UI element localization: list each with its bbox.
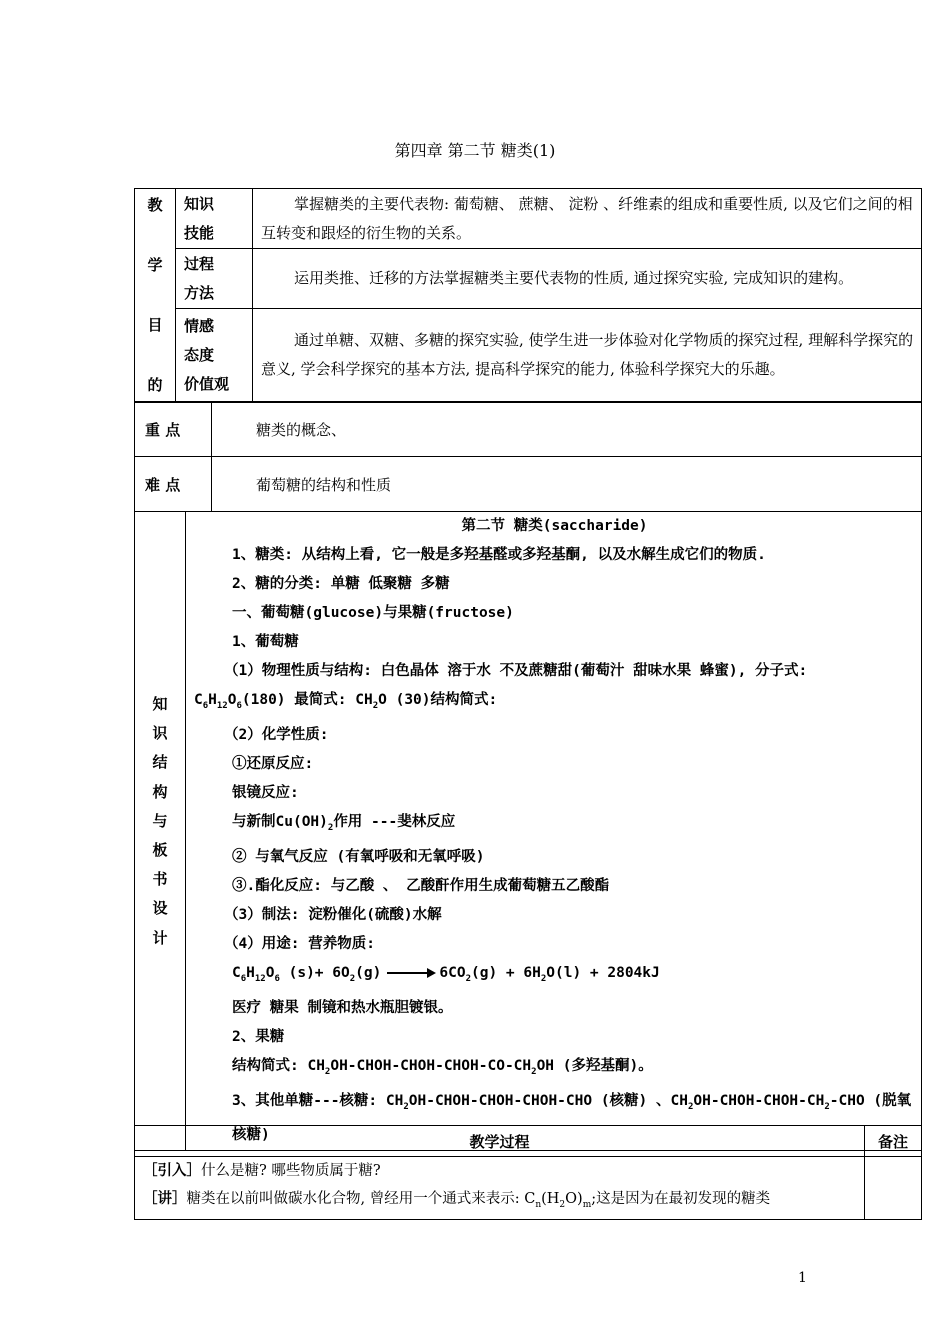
objectives-table — [134, 188, 922, 402]
process-paragraph: ［引入］什么是糖? 哪些物质属于糖? — [143, 1162, 381, 1179]
board-line: 与新制$Cu(OH)_2$作用 ---斐林反应 — [232, 813, 456, 833]
board-line: 1、糖类: 从结构上看, 它一般是多羟基醛或多羟基酮, 以及水解生成它们的物质. — [232, 547, 766, 563]
side-char: 学 — [147, 256, 163, 274]
difficulty-text: 葡萄糖的结构和性质 — [212, 457, 922, 512]
side-char: 的 — [147, 376, 163, 394]
difficulty-label: 难 点 — [135, 457, 212, 512]
objectives-side-label — [135, 189, 176, 402]
objective-label-attitude: 情感 态度 价值观 — [176, 309, 253, 402]
board-line: （2）化学性质: — [224, 726, 329, 743]
board-formula-line: $C_6H_{12}O_6(180)$ 最简式: $CH_2O$ (30)结构简式: — [194, 692, 498, 711]
process-body — [135, 1157, 865, 1220]
board-line: （4）用途: 营养物质: — [224, 935, 375, 952]
board-equation: $C_6H_{12}O_6$ $(s)+ 6O_2(g) 6CO_2(g) + 6H_2O(l) + 2804kJ$ — [232, 964, 660, 984]
board-line: 2、糖的分类: 单糖 低聚糖 多糖 — [232, 576, 450, 592]
board-line: 结构简式: $CH_2OH-CHOH-CHOH-CHOH-CO-CH_2OH$ (多羟基酮)。 — [232, 1057, 653, 1077]
objective-label-knowledge: 知识 技能 — [176, 189, 253, 249]
objective-text-attitude: 通过单糖、双糖、多糖的探究实验, 使学生进一步体验对化学物质的探究过程, 理解科学探究的意义, 学会科学探究的基本方法, 提高科学探究的能力, 体验科学探究大的乐趣。 — [253, 309, 922, 402]
process-header: 教学过程 — [135, 1126, 865, 1157]
objective-text-knowledge: 掌握糖类的主要代表物: 葡萄糖、 蔗糖、 淀粉 、纤维素的组成和重要性质, 以及它们之间的相互转变和跟烃的衍生物的关系。 — [253, 189, 922, 249]
document-title: 第四章 第二节 糖类(1) — [394, 141, 556, 160]
key-point-label: 重 点 — [135, 403, 212, 457]
board-line: ② 与氧气反应 (有氧呼吸和无氧呼吸) — [232, 848, 485, 865]
board-line: 银镜反应: — [232, 784, 299, 801]
board-design-table — [134, 511, 922, 1151]
page-number: 1 — [798, 1270, 807, 1286]
key-point-text: 糖类的概念、 — [212, 403, 922, 457]
key-points-table — [134, 402, 922, 512]
board-line: 3、其他单糖---核糖: $CH_2OH-CHOH-CHOH-CHOH$-CHO (核糖) 、$CH_2OH-CHOH-CHOH-CH_2$-CHO (脱氧核糖) — [232, 1092, 912, 1144]
objective-label-process: 过程 方法 — [176, 249, 253, 309]
reaction-arrow-icon — [387, 972, 433, 974]
side-char: 教 — [147, 196, 163, 214]
board-line: 医疗 糖果 制镜和热水瓶胆镀银。 — [232, 999, 453, 1016]
board-line: 2、果糖 — [232, 1028, 285, 1045]
objective-text-process: 运用类推、迁移的方法掌握糖类主要代表物的性质, 通过探究实验, 完成知识的建构。 — [253, 249, 922, 309]
board-content — [186, 512, 922, 1151]
process-paragraph: ［讲］糖类在以前叫做碳水化合物, 曾经用一个通式来表示: $C_n(H_2O)_m$;这是因为在最初发现的糖类 — [143, 1190, 771, 1210]
side-char: 目 — [147, 316, 163, 334]
teaching-process-table — [134, 1125, 922, 1220]
board-line: （1）物理性质与结构: 白色晶体 溶于水 不及蔗糖甜(葡萄汁 甜味水果 蜂蜜), 分子式: — [224, 663, 808, 679]
remark-cell — [865, 1157, 922, 1220]
board-side-label: 知 识 结 构 与 板 书 设 计 — [135, 512, 186, 1151]
board-heading: 第二节 糖类(saccharide) — [461, 518, 648, 534]
remark-header: 备注 — [865, 1126, 922, 1157]
board-line: 一、葡萄糖(glucose)与果糖(fructose) — [232, 605, 514, 621]
board-line: 1、葡萄糖 — [232, 634, 299, 650]
board-line: ①还原反应: — [232, 755, 314, 772]
board-line: （3）制法: 淀粉催化(硫酸)水解 — [224, 906, 442, 923]
board-line: ③.酯化反应: 与乙酸 、 乙酸酐作用生成葡萄糖五乙酸酯 — [232, 877, 610, 894]
